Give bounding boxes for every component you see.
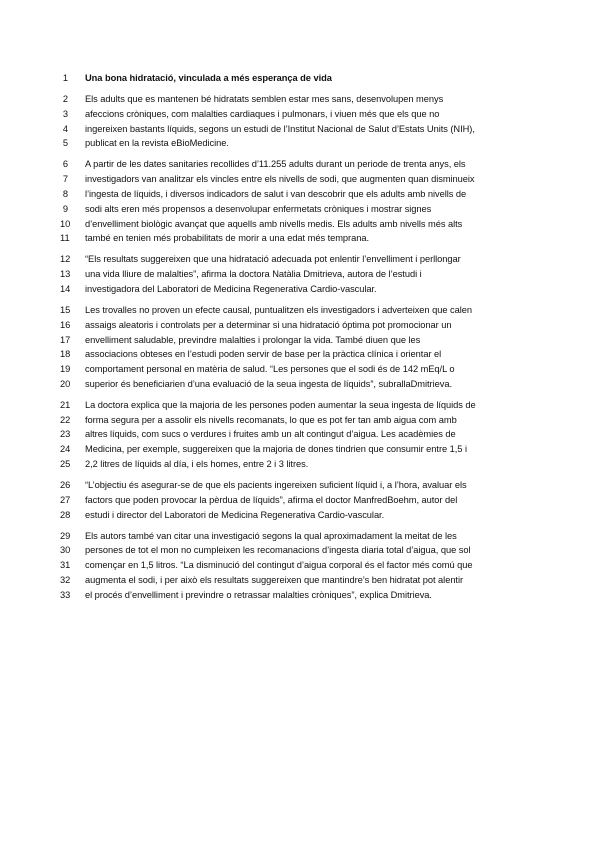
- text-line: [60, 187, 580, 202]
- text-line: [60, 282, 580, 297]
- text-line: [60, 157, 580, 172]
- text-line: [60, 457, 580, 472]
- text-line: [60, 217, 580, 232]
- line-number: 10: [60, 218, 71, 229]
- paragraph: [60, 252, 580, 296]
- line-text: d’envelliment biològic avançat que aquells amb nivells medis. Els adults amb nivells més alts: [85, 218, 463, 229]
- text-line: [60, 508, 580, 523]
- line-number: 3: [62, 108, 68, 119]
- text-line: [60, 362, 580, 377]
- text-line: [60, 252, 580, 267]
- line-number: 8: [62, 188, 68, 199]
- line-number: 16: [60, 319, 71, 330]
- text-line: [60, 493, 580, 508]
- line-text: investigadors van analitzar els vincles entre els nivells de sodi, que augmenten quan disminueix: [85, 174, 475, 185]
- line-text: 2,2 litres de líquids al día, i els homes, entre 2 i 3 litres.: [85, 459, 309, 470]
- line-text: estudi i director del Laboratori de Medicina Regenerativa Cardio-vascular.: [85, 509, 385, 520]
- line-number: 32: [60, 575, 71, 586]
- text-line: [60, 267, 580, 282]
- line-text: una vida lliure de malalties”, afirma la doctora Natàlia Dmitrieva, autora de l’estudi i: [85, 269, 422, 280]
- text-line: [60, 231, 580, 246]
- line-text: A partir de les dates sanitaries recollides d’11.255 adults durant un periode de trenta anys, els: [85, 159, 466, 170]
- text-line: [60, 136, 580, 151]
- line-text: publicat en la revista eBioMedicine.: [85, 138, 229, 149]
- line-text: “L’objectiu és asegurar-se de que els pacients ingereixen suficient líquid i, a l’hora, avaluar els: [85, 480, 467, 491]
- line-text: associacions obteses en l’estudi poden servir de base per la pràctica clínica i orientar el: [85, 349, 442, 360]
- line-number: 9: [62, 203, 68, 214]
- text-line: [60, 427, 580, 442]
- text-line: [60, 543, 580, 558]
- line-number: 14: [60, 283, 71, 294]
- text-line: [60, 573, 580, 588]
- text-line: [60, 398, 580, 413]
- text-line: [60, 333, 580, 348]
- line-text: ingereixen bastants líquids, segons un estudi de l’Institut Nacional de Salut d’Estats Units (NIH),: [85, 123, 475, 134]
- line-text: Medicina, per exemple, suggereixen que la majoria de dones tindrien que consumir entre 1,5 i: [85, 444, 467, 455]
- line-number: 11: [60, 233, 70, 244]
- line-number: 22: [60, 414, 71, 425]
- title-text: Una bona hidratació, vinculada a més esperança de vida: [85, 73, 332, 83]
- paragraph: [60, 157, 580, 246]
- text-line: [60, 588, 580, 603]
- text-line: [60, 529, 580, 544]
- line-text: començar en 1,5 litros. “La disminució del contingut d’aigua corporal és el factor més comú que: [85, 560, 473, 571]
- line-text: forma segura per a assolir els nivells recomanats, lo que es pot fer tan amb aigua com amb: [85, 414, 457, 425]
- text-line: [60, 71, 580, 86]
- line-text: afeccions cròniques, com malalties cardiaques i pulmonars, i viuen més que els que no: [85, 108, 440, 119]
- line-number: 33: [60, 589, 71, 600]
- line-text: altres líquids, com sucs o verdures i fruites amb un alt contingut d’aigua. Les acadèmies de: [85, 429, 456, 440]
- line-number: 28: [60, 509, 71, 520]
- line-number: 26: [60, 480, 71, 491]
- paragraph: [60, 478, 580, 522]
- text-line: [60, 202, 580, 217]
- line-number: 5: [62, 138, 68, 149]
- document-body: [60, 71, 580, 609]
- line-text: assaigs aleatoris i controlats per a determinar si una hidratació óptima pot promocionar un: [85, 319, 452, 330]
- line-text: l’ingesta de líquids, i diversos indicadors de salut i van descobrir que els adults amb nivells de: [85, 188, 467, 199]
- line-number: 27: [60, 494, 71, 505]
- line-number: 20: [60, 378, 71, 389]
- paragraph: [60, 303, 580, 392]
- text-line: [60, 347, 580, 362]
- line-number: 7: [62, 174, 68, 185]
- line-text: sodi alts eren més propensos a desenvolupar enfermetats cròniques i mostrar signes: [85, 203, 432, 214]
- line-number: 6: [62, 159, 68, 170]
- line-number: 23: [60, 429, 71, 440]
- line-text: el procés d’envelliment i previndre o retrassar malalties cròniques”, explica Dmitrieva.: [85, 589, 432, 600]
- text-line: [60, 442, 580, 457]
- text-line: [60, 92, 580, 107]
- line-number: 31: [60, 560, 71, 571]
- line-number: 29: [60, 530, 71, 541]
- line-number: 13: [60, 269, 71, 280]
- line-number: 4: [62, 123, 68, 134]
- line-text: Les trovalles no proven un efecte causal, puntualitzen els investigadors i adverteixen que calen: [85, 304, 472, 315]
- document-title: [60, 71, 580, 86]
- line-text: persones de tot el mon no cumpleixen les recomanacions d’ingesta diaria total d’aigua, que sol: [85, 545, 471, 556]
- text-line: [60, 303, 580, 318]
- line-number: 24: [60, 444, 71, 455]
- text-line: [60, 107, 580, 122]
- text-line: [60, 318, 580, 333]
- text-line: [60, 558, 580, 573]
- line-text: comportament personal en matèria de salud. “Les persones que el sodi és de 142 mEq/L o: [85, 364, 455, 375]
- line-text: superior és beneficiarien d’una evaluació de la seua ingesta de líquids”, subrallaDmitrieva.: [85, 378, 452, 389]
- text-line: [60, 478, 580, 493]
- text-line: [60, 377, 580, 392]
- line-number: 2: [62, 93, 68, 104]
- paragraph: [60, 92, 580, 151]
- line-number: 17: [60, 334, 71, 345]
- line-number: 25: [60, 459, 71, 470]
- line-text: La doctora explica que la majoria de les persones poden aumentar la seua ingesta de líquids de: [85, 399, 476, 410]
- line-text: “Els resultats suggereixen que una hidratació adecuada pot enlentir l’envelliment i perllongar: [85, 254, 461, 265]
- line-text: Els autors també van citar una investigació segons la qual aproximadament la meitat de les: [85, 530, 457, 541]
- line-number: 1: [62, 73, 68, 83]
- line-number: 30: [60, 545, 71, 556]
- line-text: factors que poden provocar la pèrdua de líquids”, afirma el doctor ManfredBoehm, autor del: [85, 494, 458, 505]
- line-number: 19: [60, 364, 71, 375]
- line-number: 15: [60, 304, 71, 315]
- line-number: 18: [60, 349, 71, 360]
- paragraph: [60, 529, 580, 603]
- line-number: 12: [60, 254, 71, 265]
- line-text: investigadora del Laboratori de Medicina Regenerativa Cardio-vascular.: [85, 283, 377, 294]
- text-line: [60, 413, 580, 428]
- text-line: [60, 122, 580, 137]
- paragraph: [60, 398, 580, 472]
- text-line: [60, 172, 580, 187]
- line-text: Els adults que es mantenen bé hidratats semblen estar mes sans, desenvolupen menys: [85, 93, 444, 104]
- line-number: 21: [60, 399, 71, 410]
- line-text: augmenta el sodi, i per això els resultats suggereixen que mantindre’s ben hidratat pot alentir: [85, 575, 464, 586]
- line-text: també en tenien més probabilitats de morir a una edat més temprana.: [85, 233, 369, 244]
- line-text: envelliment saludable, previndre malalties i prolongar la vida. També diuen que les: [85, 334, 421, 345]
